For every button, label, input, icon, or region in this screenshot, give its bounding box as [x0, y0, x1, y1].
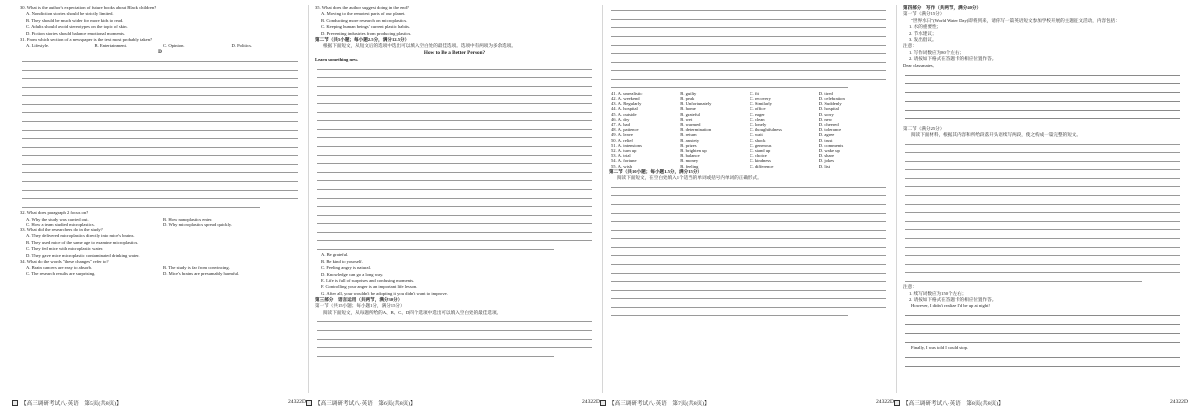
option: D. They gave mice microplastic contaminated drinking water.	[26, 252, 140, 258]
text-line	[905, 276, 1142, 282]
footer-code: 24322D	[875, 399, 894, 405]
option: C. Adults should avoid stereotypes on the topic of skin.	[26, 24, 128, 30]
option-row	[20, 265, 300, 275]
footer-box-icon	[600, 400, 606, 406]
text-line	[905, 258, 1180, 264]
text-line	[22, 56, 298, 62]
option: A. Brain cancers are easy to absorb.	[26, 265, 93, 271]
text-line	[317, 107, 592, 113]
option: D. Mice's brains are presumably harmful.	[163, 270, 240, 276]
note-line: 2. 请按如下格式在答题卡的相应位置作答。	[909, 56, 997, 62]
cloze-option: D. jokes	[818, 158, 835, 164]
cloze-option: D. agree	[818, 132, 835, 138]
passage-title: How to Be a Better Person?	[423, 49, 486, 56]
note-line: 1. 写作词数应为80个左右；	[909, 49, 965, 55]
option: F. Controlling your anger is an important life lesson.	[321, 284, 418, 290]
cloze-option: 48. A. patience	[611, 127, 639, 133]
cloze-option: D. wake up	[818, 148, 840, 154]
cloze-option: D. comments	[818, 142, 844, 148]
option: B. Entertainment.	[94, 43, 128, 49]
option: A. Why the study was carried out.	[26, 216, 89, 222]
passage-text-lines	[609, 182, 888, 317]
answer-line[interactable]	[905, 336, 1180, 343]
option: B. The study is far from convincing.	[163, 265, 230, 271]
text-line	[317, 64, 592, 70]
question-stem: 34. What do the words "these changes" refer to?	[20, 258, 109, 264]
text-line	[317, 141, 592, 147]
cloze-option: C. shock	[749, 137, 766, 143]
option: D. Why microplastics spread quickly.	[163, 221, 233, 227]
answer-lines[interactable]	[903, 69, 1182, 120]
text-line	[611, 82, 848, 88]
text-line	[611, 74, 886, 80]
text-line	[611, 39, 886, 45]
cloze-option: B. grateful	[680, 111, 700, 117]
text-line	[611, 5, 886, 11]
option: C. How a team studied microplastics.	[26, 221, 95, 227]
text-line	[317, 201, 592, 207]
question-stem: 30. What is the author's expectation of future books about Black children?	[20, 5, 157, 10]
passage-letter: D	[158, 48, 162, 55]
cloze-option: 47. A. bad	[611, 122, 630, 127]
text-line	[905, 190, 1180, 196]
cloze-option: C. Similarly	[749, 101, 772, 107]
cloze-option: D. new	[818, 116, 833, 122]
page-7	[602, 5, 896, 393]
option: A. They delivered microplastics directly into mice's brains.	[26, 233, 135, 239]
footer-title: 【高三调研考试八·英语 第8页(共8页)】	[903, 401, 1004, 407]
question-stem: 35. What does the author suggest doing in the end?	[315, 5, 409, 10]
text-line	[317, 235, 592, 241]
answer-line[interactable]	[905, 113, 1180, 120]
text-line	[905, 156, 1180, 162]
footer-code: 24322D	[581, 399, 600, 405]
section-heading: 第一节（满分15分）	[903, 11, 945, 17]
paragraph-heading: Learn something new.	[315, 57, 359, 63]
text-line	[317, 149, 592, 155]
prompt-line: "世界水日"(World Water Day)即将到来，请你写一篇英语短文参加学校开展的主题征文活动，内容包括：	[911, 17, 1120, 23]
text-line	[905, 224, 1180, 230]
cloze-option: B. home	[680, 106, 696, 112]
cloze-option: B. determination	[680, 127, 712, 133]
cloze-option: C. kindness	[749, 158, 771, 164]
text-line	[317, 333, 592, 339]
text-line	[22, 193, 298, 199]
cloze-options	[609, 91, 888, 169]
question-stem: 31. From which section of a newspaper is the text most probably taken?	[20, 36, 153, 42]
passage-text-lines	[315, 316, 594, 357]
cloze-option: D. tolerance	[818, 127, 842, 133]
text-line	[905, 198, 1180, 204]
text-line	[611, 65, 886, 71]
question-stem: 32. What does paragraph 2 focus on?	[20, 210, 89, 216]
option: G. After all, your wouldn't be adopting it you didn't want to improve.	[321, 290, 448, 296]
page-5	[14, 5, 308, 393]
answer-line[interactable]	[905, 360, 1180, 367]
cloze-option: D. sorry	[818, 111, 834, 117]
text-line	[22, 81, 298, 87]
answer-line[interactable]	[905, 310, 1180, 317]
answer-line[interactable]	[905, 69, 1180, 76]
prompt-line: 2. 节水建议；	[909, 30, 937, 36]
option: A. Be grateful.	[321, 252, 349, 258]
cloze-option: B. prizes	[680, 142, 697, 148]
text-line	[317, 325, 592, 331]
option-row	[20, 43, 300, 48]
cloze-option: B. return	[680, 132, 697, 138]
answer-line[interactable]	[905, 95, 1180, 102]
option: D. Politics.	[231, 43, 253, 49]
part-heading: 第四部分 写作（共两节，满分40分）	[903, 5, 982, 10]
text-line	[905, 181, 1180, 187]
cloze-option: C. fit	[749, 90, 759, 96]
cloze-option: C. stand up	[749, 148, 771, 154]
text-line	[22, 142, 298, 148]
text-line	[317, 72, 592, 78]
footer-code: 24322D	[1169, 399, 1188, 405]
option: E. Life is full of surprises and confusing moments.	[321, 277, 415, 283]
text-line	[22, 73, 298, 79]
footer-title: 【高三调研考试八·英语 第7页(共8页)】	[609, 401, 710, 407]
text-line	[317, 81, 592, 87]
cloze-option: C. lonely	[749, 122, 767, 127]
text-line	[317, 209, 592, 215]
text-line	[317, 184, 592, 190]
prompt-line: 3. 发出倡议。	[909, 36, 937, 42]
footer-code: 24322D	[287, 399, 306, 405]
cloze-option: 51. A. intensions	[611, 142, 642, 148]
text-line	[905, 267, 1180, 273]
prompt-line: 1. 水的重要性；	[909, 24, 942, 30]
text-line	[905, 216, 1180, 222]
cloze-option: D. cheered	[818, 122, 839, 127]
text-line	[22, 184, 298, 190]
part-heading: 第三部分 语言运用（共两节，满分30分）	[315, 297, 403, 303]
cloze-option: B. peak	[680, 95, 695, 101]
text-line	[611, 207, 886, 213]
footer-box-icon	[894, 400, 900, 406]
passage-text-lines	[315, 64, 594, 250]
footer-page-7	[600, 399, 894, 407]
cloze-option: D. celebration	[818, 95, 845, 101]
text-line	[22, 107, 298, 113]
text-line	[22, 159, 298, 165]
text-line	[317, 115, 592, 121]
salutation: Dear classmates,	[903, 62, 934, 68]
footer-box-icon	[12, 400, 18, 406]
text-line	[611, 56, 886, 62]
cloze-option: B. brighten up	[680, 148, 707, 154]
cloze-option: 41. A. unrealistic	[611, 90, 643, 96]
section-instructions: 阅读下面材料，根据其内容和所给段落开头语续写两段，使之构成一篇完整的短文。	[911, 131, 1081, 137]
text-line	[905, 147, 1180, 153]
option: D. Fiction stories should balance emotional moments.	[26, 30, 126, 36]
text-line	[317, 98, 592, 104]
paragraph-opening: However, I didn't realize I'd be up at night!	[911, 303, 990, 309]
footer-box-icon	[306, 400, 312, 406]
text-line	[317, 158, 592, 164]
text-line	[611, 31, 886, 37]
paragraph-opening: Finally, I was told I could stop.	[911, 344, 969, 350]
text-line	[22, 176, 298, 182]
section-instructions: 阅读下面短文，从每题所给的A、B、C、D四个选项中选出可以填入空白处的最佳选项。	[323, 309, 502, 315]
text-line	[611, 225, 886, 231]
page-8	[896, 5, 1190, 393]
note-line: 1. 续写词数应为150个左右；	[909, 290, 967, 296]
footer-title: 【高三调研考试八·英语 第6页(共8页)】	[315, 401, 416, 407]
text-line	[611, 267, 886, 273]
cloze-option: 50. A. relief	[611, 137, 633, 143]
cloze-option: 54. A. fortune	[611, 158, 637, 164]
cloze-option: D. Suddenly	[818, 101, 842, 107]
cloze-option: C. office	[749, 106, 766, 112]
section-heading: 第二节（共5小题；每小题2.5分，满分12.5分）	[315, 36, 410, 42]
cloze-option: D. trust	[818, 137, 833, 143]
text-line	[22, 116, 298, 122]
cloze-option: D. share	[818, 153, 835, 159]
option: D. Preventing industries from producing plastics.	[321, 30, 412, 36]
text-line	[22, 90, 298, 96]
text-line	[22, 64, 298, 70]
cloze-option: D. list	[818, 163, 830, 169]
text-line	[317, 342, 592, 348]
text-line	[611, 22, 886, 28]
answer-line[interactable]	[905, 86, 1180, 93]
text-line	[611, 190, 886, 196]
cloze-option: B. warmed	[680, 122, 701, 127]
text-line	[611, 276, 886, 282]
passage-text-lines	[20, 56, 300, 208]
text-line	[317, 244, 554, 250]
answer-line[interactable]	[905, 319, 1180, 326]
section-heading: 第一节（共15小题；每小题1分，满分15分）	[315, 303, 405, 309]
option: D. Knowledge can go a long way.	[321, 271, 384, 277]
cloze-option: B. wet	[680, 116, 693, 122]
cloze-option: D. hospital	[818, 106, 839, 112]
answer-line[interactable]	[905, 104, 1180, 111]
cloze-option: 44. A. hospital	[611, 106, 638, 112]
cloze-option: B. anxiety	[680, 137, 700, 143]
option: B. They should be much wider for more kids to read.	[26, 17, 124, 23]
page-6	[308, 5, 602, 393]
text-line	[905, 233, 1180, 239]
cloze-option: C. recovery	[749, 95, 771, 101]
text-line	[317, 227, 592, 233]
text-line	[905, 241, 1180, 247]
section-heading: 第二节（共10小题；每小题1.5分，满分15分）	[609, 168, 703, 174]
text-line	[317, 316, 592, 322]
cloze-option: B. Unfortunately	[680, 101, 712, 107]
text-line	[905, 207, 1180, 213]
text-line	[611, 310, 848, 316]
cloze-option: C. difference	[749, 163, 774, 169]
cloze-option: B. feeling	[680, 163, 699, 169]
option-row	[20, 217, 300, 227]
cloze-option: C. wait	[749, 132, 763, 138]
cloze-option: 52. A. turn up	[611, 148, 637, 154]
text-line	[611, 302, 886, 308]
cloze-option: C. clean	[749, 116, 765, 122]
passage-text-lines	[903, 138, 1182, 281]
option: C. They fed mice with microplastic water.	[26, 246, 104, 252]
answer-line[interactable]	[905, 327, 1180, 334]
cloze-option: 53. A. trial	[611, 153, 631, 159]
cloze-option: C. choice	[749, 153, 767, 159]
footer-page-8	[894, 399, 1188, 407]
answer-line[interactable]	[905, 351, 1180, 358]
footer-page-5	[12, 399, 306, 407]
text-line	[905, 173, 1180, 179]
text-line	[905, 250, 1180, 256]
option: C. The research results are surprising.	[26, 270, 96, 276]
text-line	[22, 167, 298, 173]
note-line: 注意：	[903, 284, 917, 290]
text-line	[611, 216, 886, 222]
cloze-option: 43. A. Regularly	[611, 101, 642, 107]
cloze-option: 42. A. weekend	[611, 95, 640, 101]
option: C. Feeling angry is natural.	[321, 265, 372, 271]
text-line	[22, 150, 298, 156]
text-line	[317, 167, 592, 173]
text-line	[905, 138, 1180, 144]
section-instructions: 根据下面短文，从短文后的选项中选出可以填入空白处的最佳选项。选项中有两项为多余选项。	[323, 43, 516, 49]
section-heading: 第二节（满分25分）	[903, 125, 945, 131]
text-line	[611, 182, 886, 188]
text-line	[317, 192, 592, 198]
cloze-option: D. tired	[818, 90, 833, 96]
cloze-option: 55. A. wish	[611, 163, 632, 169]
cloze-option: 49. A. leave	[611, 132, 633, 138]
option: C. Keeping human beings' current plastic habits.	[321, 24, 411, 30]
text-line	[317, 218, 592, 224]
text-line	[317, 89, 592, 95]
section-instructions: 阅读下面短文，在空白处填入1个适当的单词或括号内单词的正确形式。	[617, 175, 762, 181]
text-line	[317, 124, 592, 130]
text-line	[611, 242, 886, 248]
notes-title: 注意：	[903, 43, 917, 49]
cloze-option: C. generous	[749, 142, 772, 148]
text-line	[611, 14, 886, 20]
answer-line[interactable]	[905, 78, 1180, 85]
text-line	[317, 175, 592, 181]
cloze-option: B. guilty	[680, 90, 697, 96]
note-line: 2. 请按如下格式在答题卡的相应位置作答。	[909, 296, 997, 302]
cloze-option: C. thoughtfulness	[749, 127, 782, 133]
text-line	[611, 233, 886, 239]
text-line	[22, 124, 298, 130]
text-line	[317, 351, 554, 357]
footer-title: 【高三调研考试八·英语 第5页(共8页)】	[21, 401, 122, 407]
cloze-option: B. money	[680, 158, 699, 164]
text-line	[611, 259, 886, 265]
option: B. Be kind to yourself.	[321, 258, 363, 264]
cloze-option: B. balance	[680, 153, 700, 159]
option: A. Lifestyle.	[26, 43, 50, 49]
cloze-option: 46. A. dry	[611, 116, 630, 122]
text-line	[611, 285, 886, 291]
option: A. Nondiction stories should be strictly limited.	[26, 11, 114, 17]
text-line	[905, 164, 1180, 170]
option: B. How nanoplastics enter.	[163, 216, 213, 222]
option: C. Opinion.	[163, 43, 185, 49]
option: A. Moving to the remotest parts of our planet.	[321, 11, 406, 17]
option: B. Conducting more research on microplastics.	[321, 17, 408, 23]
text-line	[22, 99, 298, 105]
option: B. They used mice of the same age to examine microplastics.	[26, 239, 139, 245]
passage-text-lines	[609, 5, 888, 88]
text-line	[22, 202, 260, 208]
footer-page-6	[306, 399, 600, 407]
cloze-option: 45. A. outside	[611, 111, 637, 117]
text-line	[22, 133, 298, 139]
page-footers	[0, 396, 1200, 410]
cloze-option: C. eager	[749, 111, 765, 117]
text-line	[611, 250, 886, 256]
text-line	[611, 293, 886, 299]
text-line	[611, 48, 886, 54]
text-line	[611, 199, 886, 205]
text-line	[317, 132, 592, 138]
question-stem: 33. What did the researchers do in the study?	[20, 226, 103, 232]
